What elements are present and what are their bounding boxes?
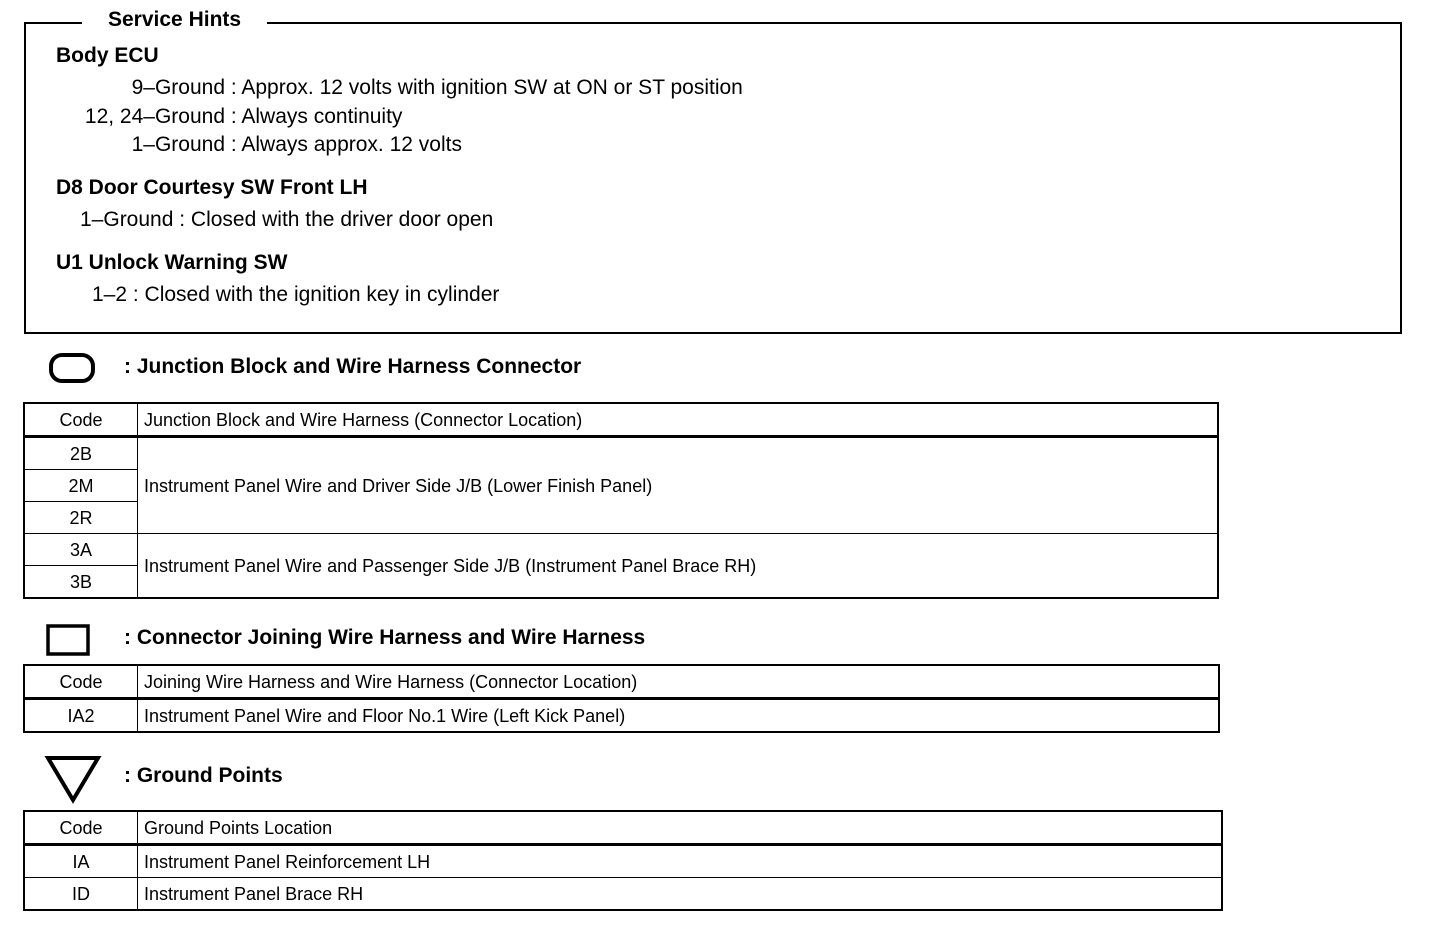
table-row	[25, 534, 1218, 566]
body-ecu-line: 1–Ground : Always approx. 12 volts	[40, 132, 462, 158]
table-row	[25, 878, 1222, 910]
terminal-condition: Approx. 12 volts with ignition SW at ON or ST position	[241, 76, 743, 99]
code-cell: 3B	[25, 566, 138, 598]
service-hints-title: Service Hints	[82, 7, 267, 33]
location-header: Junction Block and Wire Harness (Connector Location)	[138, 404, 1218, 437]
triangle-down-icon	[44, 754, 102, 804]
code-cell: 2R	[25, 502, 138, 534]
table-row	[25, 437, 1218, 470]
body-ecu-line: 9–Ground : Approx. 12 volts with ignition SW at ON or ST position	[40, 75, 743, 101]
code-header: Code	[25, 404, 138, 437]
code-header: Code	[25, 666, 138, 699]
code-cell: ID	[25, 878, 138, 910]
location-cell: Instrument Panel Brace RH	[138, 878, 1222, 910]
unlock-warning-line: 1–2 : Closed with the ignition key in cylinder	[92, 283, 500, 306]
terminal-condition: Always approx. 12 volts	[241, 133, 462, 156]
body-ecu-heading: Body ECU	[56, 44, 159, 67]
code-cell: 2B	[25, 437, 138, 470]
table-row	[25, 845, 1222, 878]
terminal-label: 12, 24–Ground	[84, 105, 225, 128]
table-header-row	[25, 666, 1219, 699]
location-header: Ground Points Location	[138, 812, 1222, 845]
door-courtesy-heading: D8 Door Courtesy SW Front LH	[56, 176, 368, 199]
location-cell: Instrument Panel Reinforcement LH	[138, 845, 1222, 878]
table-row	[25, 699, 1219, 732]
unlock-warning-heading: U1 Unlock Warning SW	[56, 251, 288, 274]
terminal-label: 9–Ground	[131, 76, 225, 99]
location-cell: Instrument Panel Wire and Passenger Side J/B (Instrument Panel Brace RH)	[138, 534, 1218, 598]
ground-points-table	[24, 811, 1222, 910]
code-header: Code	[25, 812, 138, 845]
connector-joining-title: : Connector Joining Wire Harness and Wire Harness	[124, 626, 646, 649]
table-header-row	[25, 812, 1222, 845]
code-cell: 2M	[25, 470, 138, 502]
location-header: Joining Wire Harness and Wire Harness (Connector Location)	[138, 666, 1219, 699]
ground-points-title: : Ground Points	[124, 764, 283, 787]
junction-block-title: : Junction Block and Wire Harness Connector	[124, 355, 582, 378]
junction-block-table	[24, 403, 1218, 598]
terminal-label: 1–Ground	[131, 133, 225, 156]
code-cell: 3A	[25, 534, 138, 566]
code-cell: IA	[25, 845, 138, 878]
connector-joining-table	[24, 665, 1219, 732]
location-cell: Instrument Panel Wire and Floor No.1 Wire (Left Kick Panel)	[138, 699, 1219, 732]
location-cell: Instrument Panel Wire and Driver Side J/B (Lower Finish Panel)	[138, 437, 1218, 534]
table-header-row	[25, 404, 1218, 437]
door-courtesy-line: 1–Ground : Closed with the driver door open	[80, 208, 494, 231]
terminal-condition: Always continuity	[241, 105, 403, 128]
rounded-rectangle-icon	[48, 351, 96, 385]
square-icon	[46, 624, 90, 656]
body-ecu-line: 12, 24–Ground : Always continuity	[40, 104, 402, 130]
code-cell: IA2	[25, 699, 138, 732]
